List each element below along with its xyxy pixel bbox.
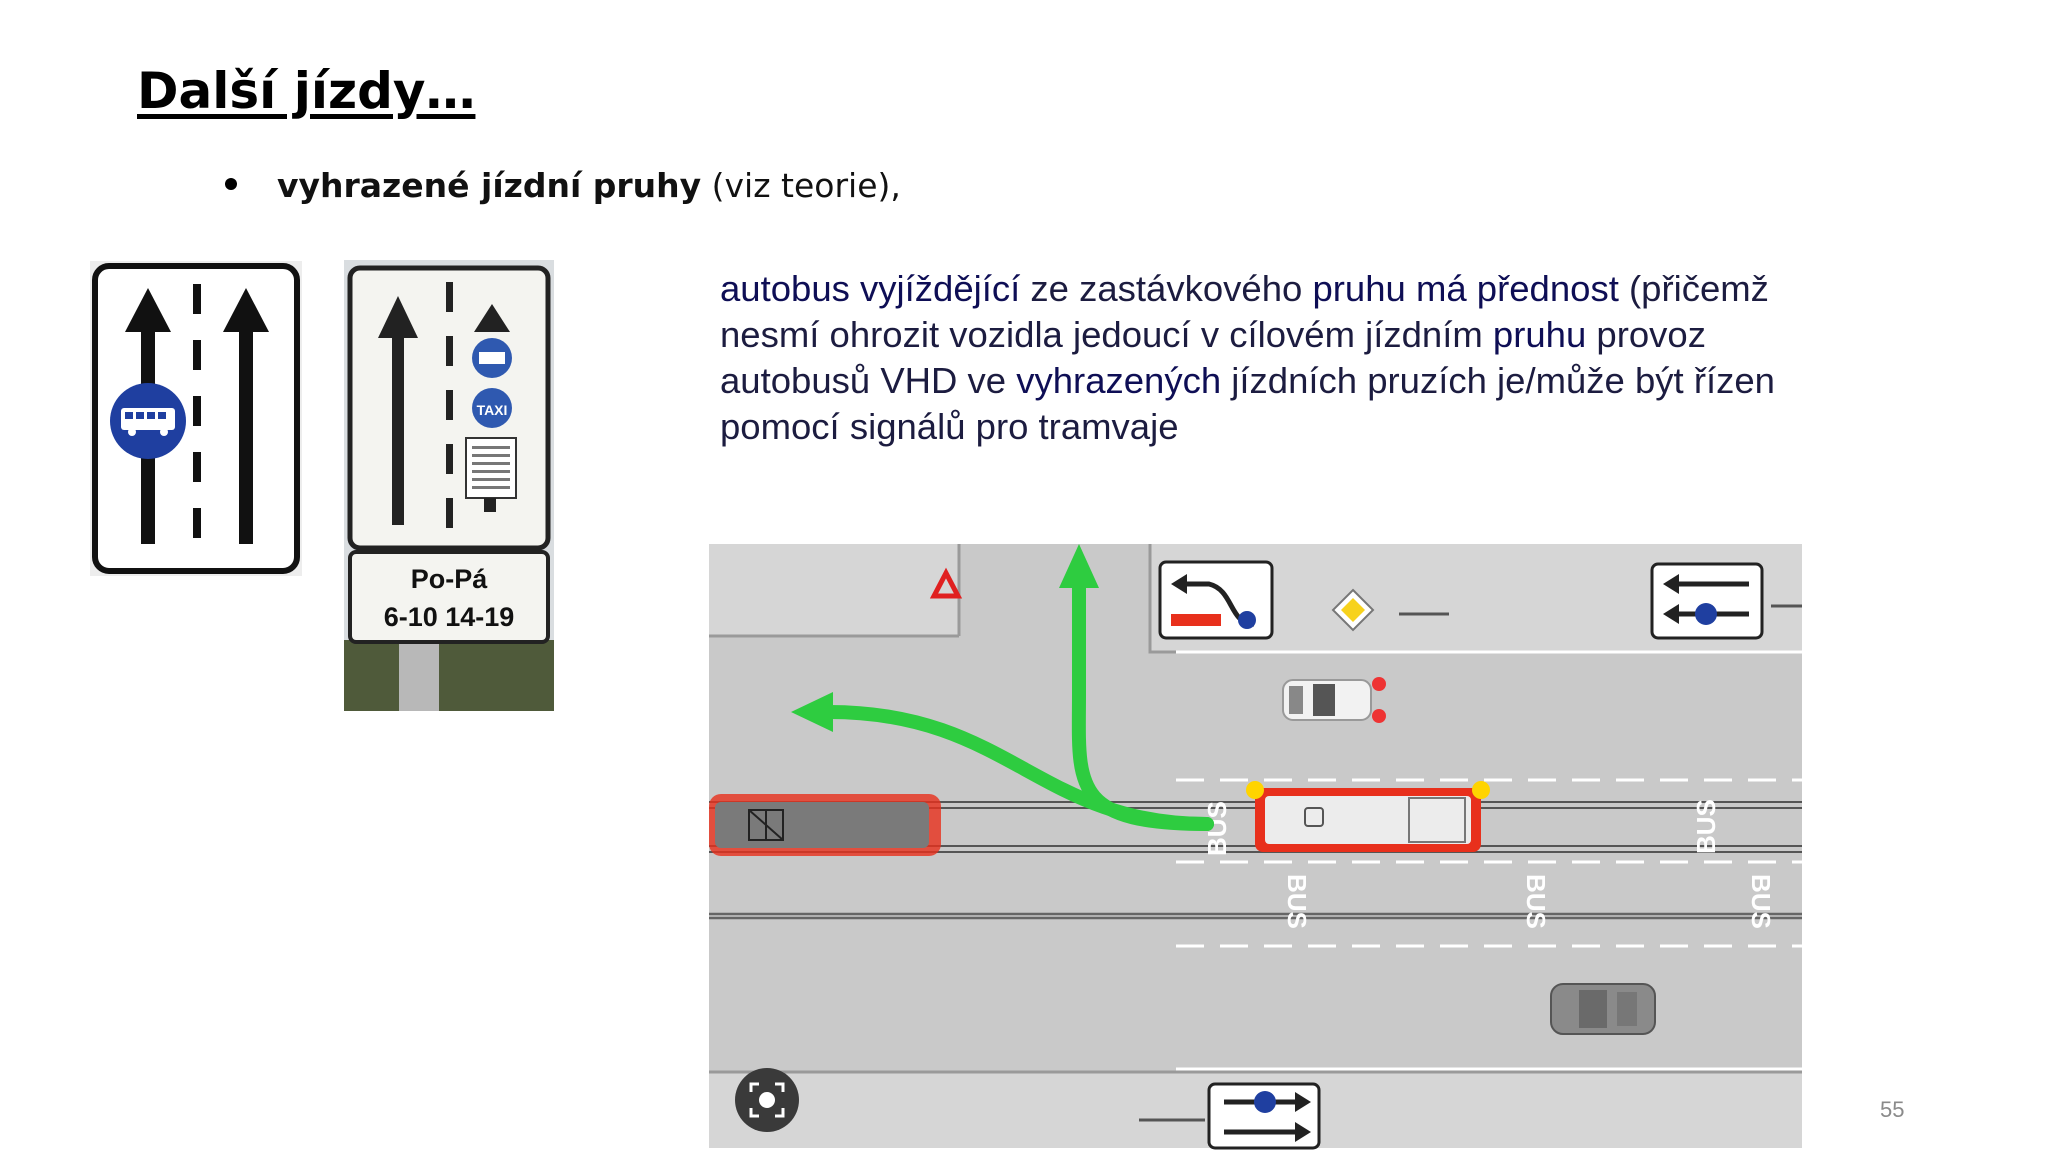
page-number: 55 — [1880, 1097, 1905, 1122]
bus — [1246, 781, 1490, 852]
lens-icon[interactable] — [735, 1068, 799, 1132]
term-lane: pruhu — [1492, 314, 1587, 355]
gray-car — [1551, 984, 1655, 1034]
paragraph-line-4: pomocí signálů pro tramvaje — [720, 406, 1179, 447]
taxi-label: TAXI — [476, 402, 508, 418]
bus-lane-sign — [89, 260, 303, 577]
text-segment: nesmí ohrozit vozidla jedoucí v cílovém jízdním — [720, 314, 1493, 355]
bullet-bold-text: vyhrazené jízdní pruhy — [277, 166, 702, 205]
text-segment: (přičemž — [1618, 268, 1769, 309]
bullet-dot — [225, 178, 237, 190]
lane-change-sign-icon — [1160, 562, 1272, 638]
tram — [709, 794, 941, 856]
term-bus-leaving: autobus vyjíždějící — [720, 268, 1021, 309]
slide-title: Další jízdy… — [137, 62, 476, 120]
bus-marking: BUS — [1914, 799, 1944, 854]
bullet-item — [225, 166, 901, 205]
bus-marking: BUS — [1202, 801, 1232, 856]
paragraph-line-1 — [720, 266, 1900, 312]
text-segment: autobusů VHD ve — [720, 360, 1017, 401]
paragraph-line-3 — [720, 358, 1900, 404]
text-segment: provoz — [1586, 314, 1706, 355]
bullet-rest-text: (viz teorie), — [701, 166, 901, 205]
plate-hours: 6-10 14-19 — [383, 602, 515, 632]
bus-taxi-lane-sign-photo — [344, 260, 554, 711]
bus-marking: BUS — [1746, 874, 1776, 929]
bus-marking: BUS — [1282, 874, 1312, 929]
term-reserved: vyhrazených — [1016, 360, 1222, 401]
term-priority: pruhu má přednost — [1312, 268, 1619, 309]
paragraph-line-2 — [720, 312, 1900, 358]
sidewalk-top-left — [709, 544, 959, 636]
explanation-paragraph — [720, 266, 1900, 450]
plate-days: Po-Pá — [410, 564, 488, 594]
text-segment: ze zastávkového — [1020, 268, 1313, 309]
text-segment: jízdních pruzích je/může být řízen — [1221, 360, 1775, 401]
bus-marking: BUS — [1521, 874, 1551, 929]
bus-marking: BUS — [1691, 799, 1721, 854]
